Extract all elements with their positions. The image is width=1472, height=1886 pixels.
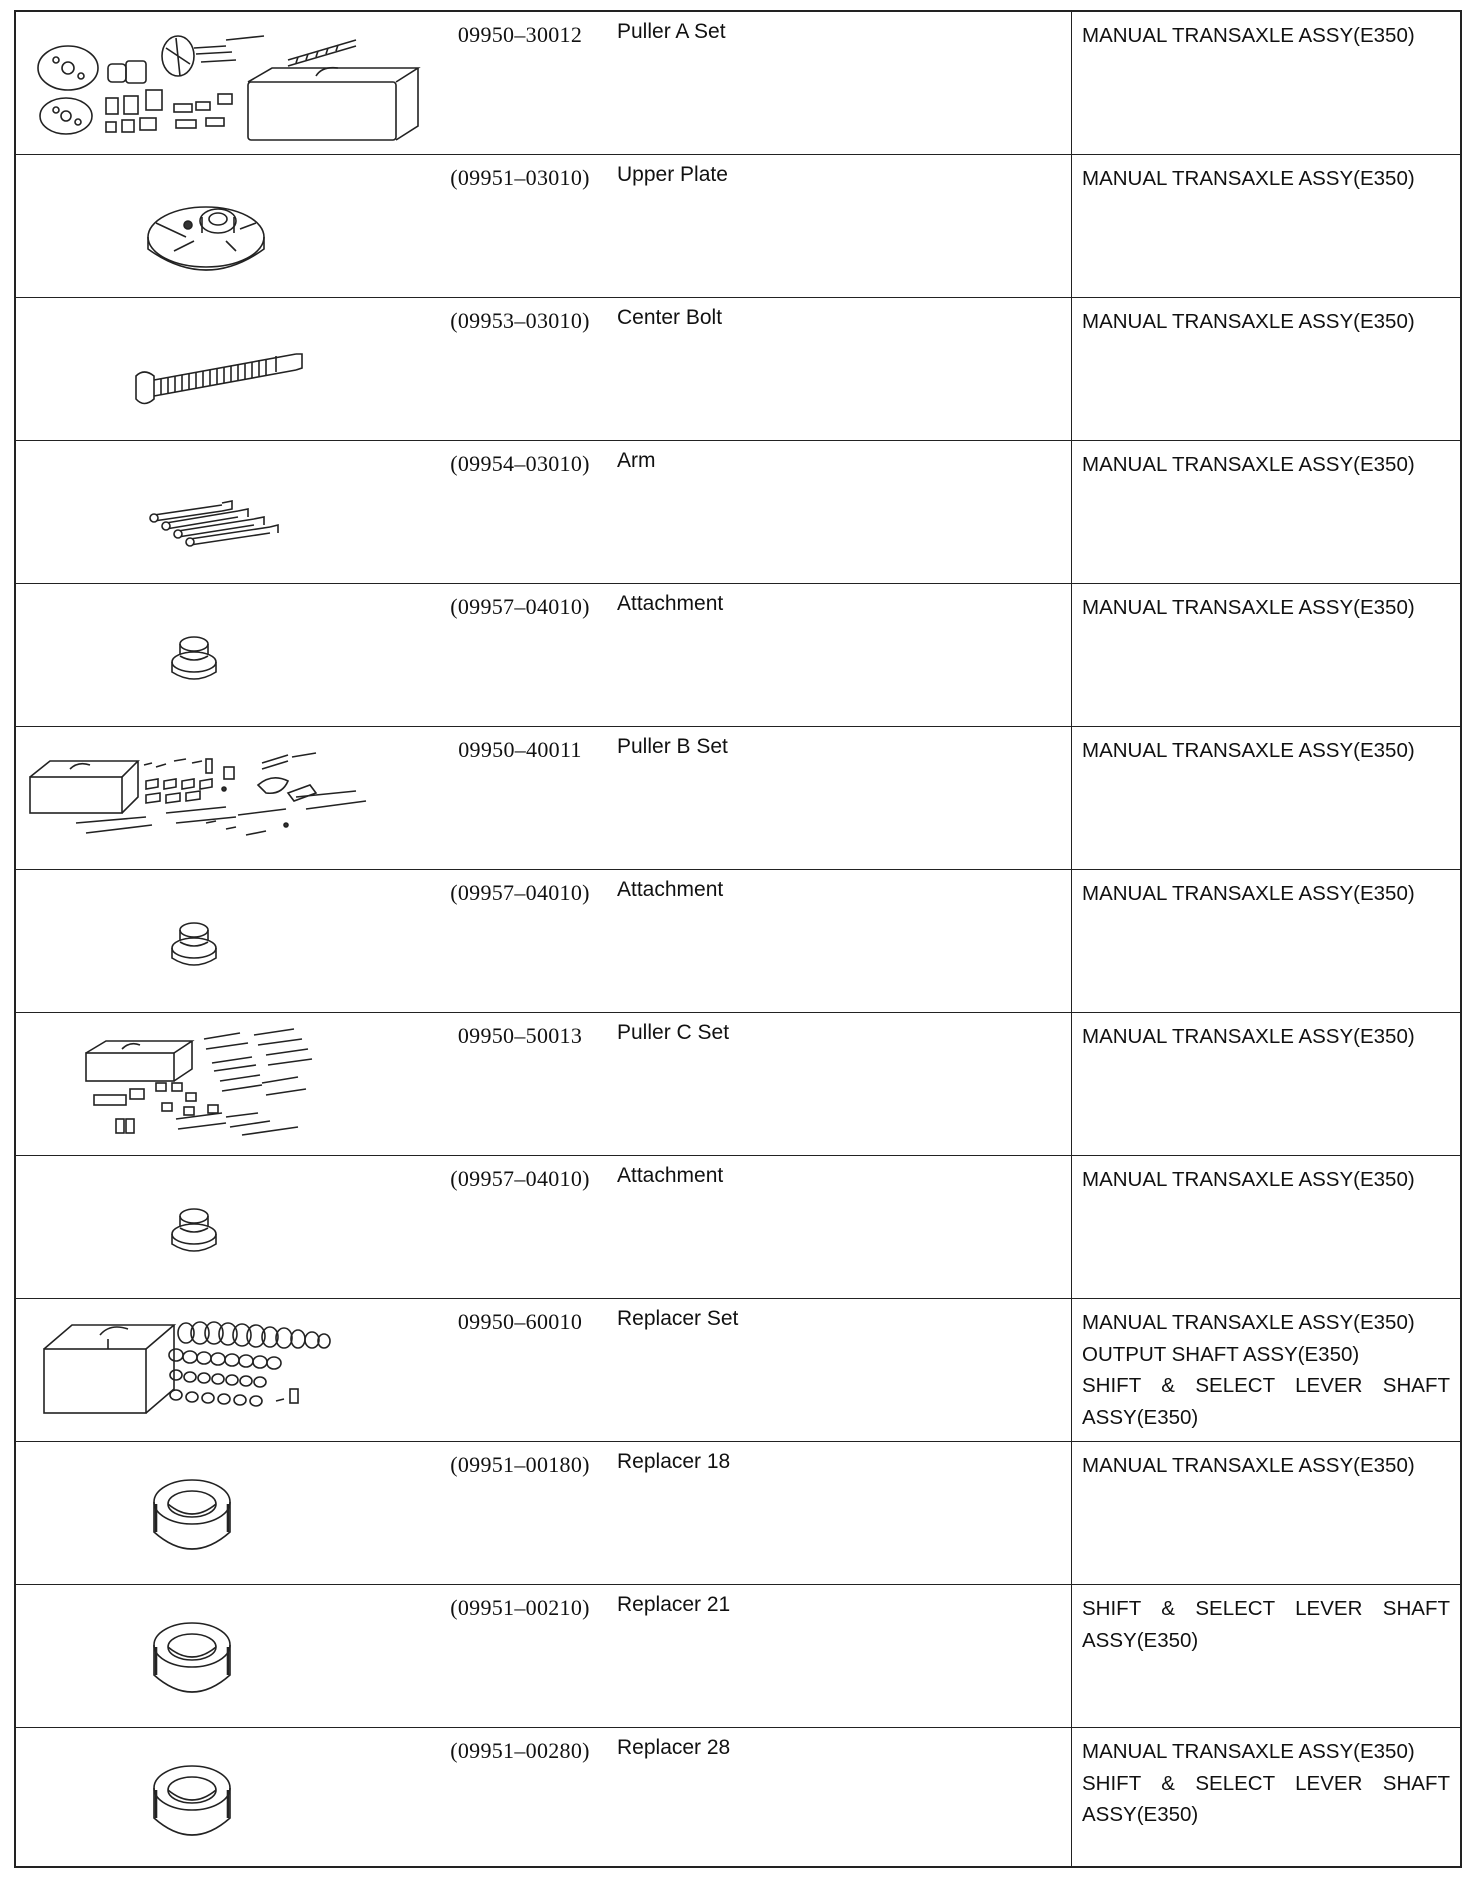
tool-name: Arm [617, 449, 656, 472]
tool-cell [15, 1156, 1072, 1299]
usage-cell [1072, 1585, 1462, 1728]
tool-cell [15, 1013, 1072, 1156]
part-number: (09953–03010) [450, 308, 590, 333]
tool-name: Replacer 21 [617, 1593, 731, 1616]
usage-line: SHIFT & SELECT LEVER SHAFT [1082, 1771, 1450, 1795]
tool-cell [15, 870, 1072, 1013]
part-number: 09950–30012 [457, 22, 583, 47]
tool-cell [15, 155, 1072, 298]
usage-line: MANUAL TRANSAXLE ASSY(E350) [1082, 1168, 1415, 1191]
tool-row [15, 1442, 1461, 1585]
attachment-icon [26, 590, 426, 720]
puller-b-set-icon [26, 733, 426, 863]
tool-name: Attachment [617, 592, 724, 615]
usage-line: MANUAL TRANSAXLE ASSY(E350) [1082, 167, 1415, 190]
tool-cell [15, 441, 1072, 584]
part-number: (09957–04010) [450, 594, 590, 619]
tool-name: Puller B Set [617, 735, 728, 758]
part-number: 09950–60010 [457, 1309, 583, 1334]
usage-line: OUTPUT SHAFT ASSY(E350) [1082, 1342, 1360, 1366]
usage-cell [1072, 1442, 1462, 1585]
special-service-tools-table [14, 10, 1462, 1868]
usage-line: MANUAL TRANSAXLE ASSY(E350) [1082, 1311, 1415, 1334]
part-number: (09951–00210) [450, 1595, 590, 1620]
usage-line: MANUAL TRANSAXLE ASSY(E350) [1082, 1740, 1415, 1763]
replacer-ring-icon [26, 1448, 426, 1578]
tool-name: Center Bolt [617, 306, 723, 329]
tool-row [15, 155, 1461, 298]
part-number: (09954–03010) [450, 451, 590, 476]
replacer-ring-icon [26, 1591, 426, 1721]
tool-name: Attachment [617, 878, 724, 901]
tool-name: Replacer Set [617, 1307, 739, 1330]
usage-line: MANUAL TRANSAXLE ASSY(E350) [1082, 310, 1415, 333]
part-number: (09957–04010) [450, 1166, 590, 1191]
tool-row [15, 11, 1461, 155]
usage-line: MANUAL TRANSAXLE ASSY(E350) [1082, 1025, 1415, 1048]
tool-cell [15, 1299, 1072, 1442]
usage-cell [1072, 727, 1462, 870]
usage-cell [1072, 1156, 1462, 1299]
usage-cell [1072, 155, 1462, 298]
usage-cell [1072, 298, 1462, 441]
tool-name: Attachment [617, 1164, 724, 1187]
tool-cell [15, 1585, 1072, 1728]
usage-line: ASSY(E350) [1082, 1628, 1199, 1652]
part-number: (09957–04010) [450, 880, 590, 905]
usage-cell [1072, 584, 1462, 727]
usage-cell [1072, 441, 1462, 584]
usage-line: ASSY(E350) [1082, 1803, 1199, 1826]
tool-row [15, 1728, 1461, 1868]
usage-cell [1072, 11, 1462, 155]
part-number: (09951–03010) [450, 165, 590, 190]
part-number: 09950–50013 [457, 1023, 583, 1048]
usage-line: MANUAL TRANSAXLE ASSY(E350) [1082, 882, 1415, 905]
tool-row [15, 1299, 1461, 1442]
usage-cell [1072, 1299, 1462, 1442]
usage-cell [1072, 1013, 1462, 1156]
usage-cell [1072, 870, 1462, 1013]
puller-a-set-icon [26, 18, 426, 148]
tool-row [15, 727, 1461, 870]
usage-line: ASSY(E350) [1082, 1405, 1199, 1429]
tool-cell [15, 298, 1072, 441]
tool-name: Replacer 18 [617, 1450, 731, 1473]
usage-line: MANUAL TRANSAXLE ASSY(E350) [1082, 739, 1415, 762]
tool-name: Puller A Set [617, 20, 726, 43]
tool-cell [15, 11, 1072, 155]
tool-row [15, 441, 1461, 584]
tool-row [15, 1156, 1461, 1299]
usage-cell [1072, 1728, 1462, 1868]
part-number: (09951–00280) [450, 1738, 590, 1763]
usage-line: SHIFT & SELECT LEVER SHAFT [1082, 1374, 1450, 1397]
arm-icon [26, 447, 426, 577]
usage-line: MANUAL TRANSAXLE ASSY(E350) [1082, 596, 1415, 619]
tool-name: Upper Plate [617, 163, 728, 186]
center-bolt-icon [26, 304, 426, 434]
usage-line: SHIFT & SELECT LEVER SHAFT [1082, 1597, 1450, 1620]
tool-name: Puller C Set [617, 1021, 730, 1044]
tool-cell [15, 584, 1072, 727]
upper-plate-icon [26, 161, 426, 291]
puller-c-set-icon [26, 1019, 426, 1149]
usage-line: MANUAL TRANSAXLE ASSY(E350) [1082, 453, 1415, 476]
part-number: (09951–00180) [450, 1452, 590, 1477]
usage-line: MANUAL TRANSAXLE ASSY(E350) [1082, 1454, 1415, 1477]
tool-cell [15, 1442, 1072, 1585]
tool-row [15, 1585, 1461, 1728]
attachment-icon [26, 876, 426, 1006]
tool-row [15, 584, 1461, 727]
replacer-set-icon [26, 1305, 426, 1435]
replacer-ring-icon [26, 1734, 426, 1864]
tool-row [15, 298, 1461, 441]
tool-cell [15, 1728, 1072, 1868]
attachment-icon [26, 1162, 426, 1292]
tool-cell [15, 727, 1072, 870]
part-number: 09950–40011 [458, 737, 582, 762]
usage-line: MANUAL TRANSAXLE ASSY(E350) [1082, 24, 1415, 47]
tool-name: Replacer 28 [617, 1736, 731, 1759]
tool-row [15, 870, 1461, 1013]
tool-row [15, 1013, 1461, 1156]
